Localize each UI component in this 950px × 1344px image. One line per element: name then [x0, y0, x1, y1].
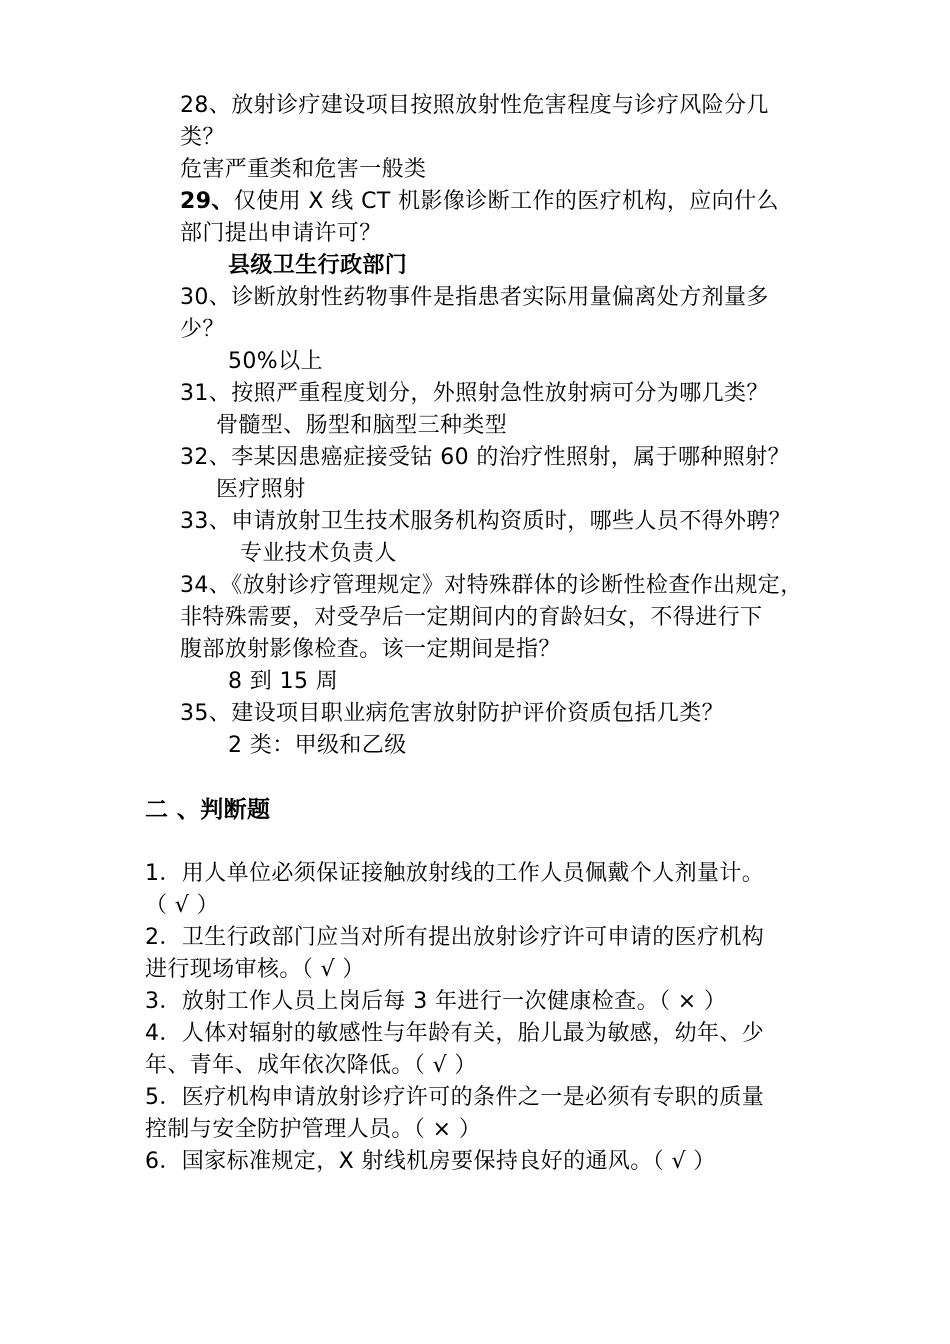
q32-line1: 32、李某因患癌症接受钴 60 的治疗性照射，属于哪种照射？ — [180, 445, 790, 470]
tf-item-5-line2: 控制与安全防护管理人员。（ × ） — [145, 1117, 482, 1142]
q30-line2: 少？ — [180, 317, 225, 342]
q30-answer: 50%以上 — [228, 349, 323, 374]
q32-answer: 医疗照射 — [216, 477, 306, 502]
q30-line1: 30、诊断放射性药物事件是指患者实际用量偏离处方剂量多 — [180, 285, 769, 310]
tf-item-2-line1: 2．卫生行政部门应当对所有提出放射诊疗许可申请的医疗机构 — [145, 925, 765, 950]
q33-answer: 专业技术负责人 — [240, 541, 397, 566]
q29-answer: 县级卫生行政部门 — [228, 253, 408, 278]
q29-text: 仅使用 X 线 CT 机影像诊断工作的医疗机构，应向什么 — [233, 189, 779, 214]
tf-item-4-line1: 4．人体对辐射的敏感性与年龄有关，胎儿最为敏感，幼年、少 — [145, 1021, 765, 1046]
q29-number: 29、 — [180, 189, 234, 214]
q28-answer: 危害严重类和危害一般类 — [180, 157, 427, 182]
q29-line2: 部门提出申请许可？ — [180, 221, 382, 246]
q34-line1: 34、《放射诊疗管理规定》对特殊群体的诊断性检查作出规定， — [180, 573, 803, 598]
tf-item-1-line1: 1．用人单位必须保证接触放射线的工作人员佩戴个人剂量计。 — [145, 861, 765, 886]
tf-item-1-line2: （ √ ） — [145, 893, 220, 918]
tf-item-3-line1: 3．放射工作人员上岗后每 3 年进行一次健康检查。（ × ） — [145, 989, 727, 1014]
q28-line1: 28、放射诊疗建设项目按照放射性危害程度与诊疗风险分几 — [180, 93, 769, 118]
tf-item-4-line2: 年、青年、成年依次降低。（ √ ） — [145, 1053, 477, 1078]
q34-line3: 腹部放射影像检查。该一定期间是指？ — [180, 637, 561, 662]
q31-line1: 31、按照严重程度划分，外照射急性放射病可分为哪几类？ — [180, 381, 769, 406]
tf-item-5-line1: 5．医疗机构申请放射诊疗许可的条件之一是必须有专职的质量 — [145, 1085, 765, 1110]
tf-item-2-line2: 进行现场审核。（ √ ） — [145, 957, 365, 982]
tf-item-6-line1: 6．国家标准规定，X 射线机房要保持良好的通风。（ √ ） — [145, 1149, 716, 1174]
q31-answer: 骨髓型、肠型和脑型三种类型 — [216, 413, 508, 438]
q28-line2: 类？ — [180, 125, 225, 150]
q29-line1 — [180, 186, 779, 218]
q34-line2: 非特殊需要，对受孕后一定期间内的育龄妇女，不得进行下 — [180, 605, 763, 630]
q33-line1: 33、申请放射卫生技术服务机构资质时，哪些人员不得外聘？ — [180, 509, 792, 534]
q34-answer: 8 到 15 周 — [228, 669, 339, 694]
section-heading: 二 、判断题 — [145, 797, 271, 823]
q35-line1: 35、建设项目职业病危害放射防护评价资质包括几类？ — [180, 701, 724, 726]
q35-answer: 2 类：甲级和乙级 — [228, 733, 407, 758]
